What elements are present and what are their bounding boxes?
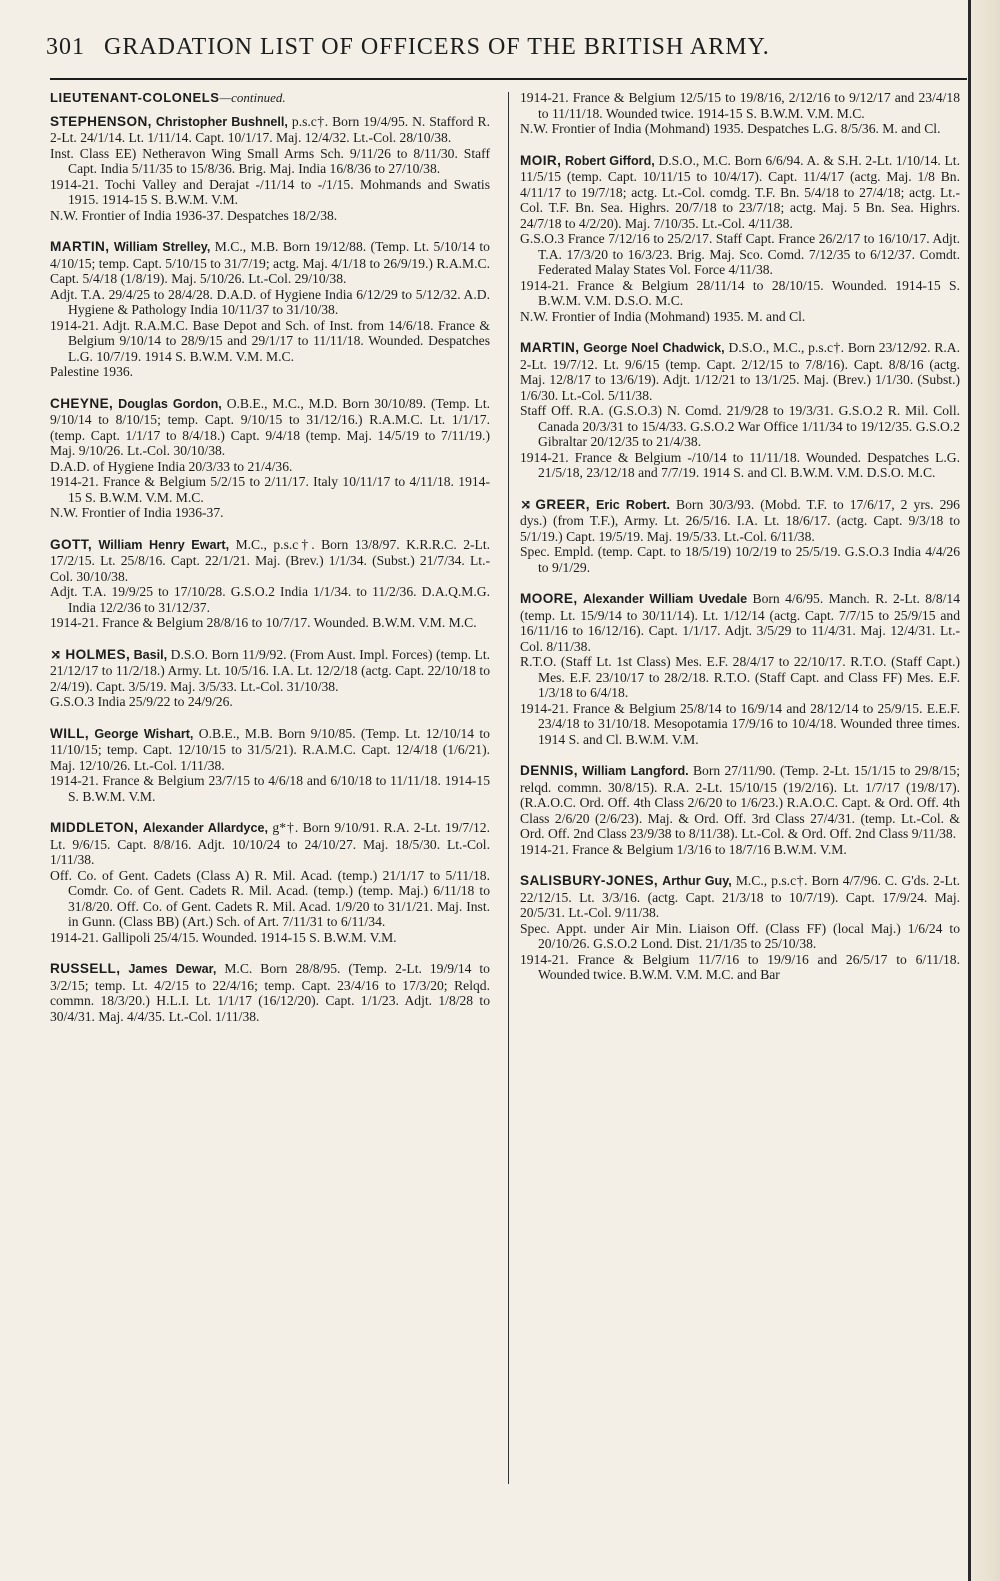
officer-entry bbox=[520, 873, 960, 983]
left-column bbox=[50, 90, 490, 1040]
section-title bbox=[50, 90, 490, 106]
officer-given-names: Eric Robert. bbox=[595, 497, 670, 512]
service-detail: 1914-21. France & Belgium 1/3/16 to 18/7/16 B.W.M. V.M. bbox=[520, 841, 847, 857]
officer-given-names: William Langford. bbox=[582, 764, 689, 778]
service-record: O.B.E., M.C., M.D. Born 30/10/89. (Temp. Lt. 9/10/14 to 8/10/15; temp. Capt. 9/10/15 to 31/12/16.) R.A.M.C. Lt. 1/1/17. (temp. Capt. 1/1/17 to 8/4/18.) Capt. 9/4/18 (temp. Maj. 14/5/19 to 7/11/19.) Maj. 9/10/26. Lt.-Col. 30/10/38. bbox=[50, 395, 490, 458]
service-record: Born 27/11/90. (Temp. 2-Lt. 15/1/15 to 29/8/15; relqd. commn. 30/8/15). R.A. 2-Lt. 15/10/15 (19/2/16). Lt. 1/7/17 (19/8/17). (R.A.O.C. Ord. Off. 4th Class 2/6/20 to 1/6/23.) R.A.O.C. Capt. & Ord. Off. 4th Class 2/6/20 (2/6/23). Maj. & Ord. Off. 3rd Class 27/4/31. (temp. Lt.-Col. & Ord. Off. 2nd Class 23/9/38 to 8/11/38). Lt.-Col. & Ord. Off. 2nd Class 9/11/38. bbox=[520, 763, 960, 841]
service-detail: Inst. Class EE) Netheravon Wing Small Arms Sch. 9/11/26 to 8/11/30. Staff Capt. India 5/11/35 to 15/8/36. Brig. Maj. India 16/8/36 to 27/10/38. bbox=[50, 145, 490, 176]
officer-entry bbox=[50, 820, 490, 945]
service-detail: 1914-21. France & Belgium 28/11/14 to 28/10/15. Wounded. 1914-15 S. B.W.M. V.M. D.S.O. M.C. bbox=[520, 277, 960, 308]
service-detail: 1914-21. France & Belgium -/10/14 to 11/11/18. Wounded. Despatches L.G. 21/5/18, 23/12/18 and 7/7/19. 1914 S. and Cl. B.W.M. V.M. D.S.O. M.C. bbox=[520, 449, 960, 480]
officer-surname: MIDDLETON, bbox=[50, 820, 139, 835]
service-record: Born 30/3/93. (Mobd. T.F. to 17/6/17, 2 yrs. 296 dys.) (from T.F.), Army. Lt. 26/5/16. I.A. Lt. 18/6/17. (actg. Capt. 9/3/18 to 5/1/19.) Capt. 19/5/19. Maj. 19/5/33. Lt.-Col. 6/11/38. bbox=[520, 496, 960, 544]
entry-heading bbox=[50, 647, 490, 695]
officer-entry bbox=[520, 497, 960, 576]
service-record: D.S.O. Born 11/9/92. (From Aust. Impl. Forces) (temp. Lt. 21/12/17 to 11/2/18.) Army. Lt. 10/5/16. I.A. Lt. 12/2/18 (actg. Capt. 22/10/18 to 2/4/19). Capt. 3/5/19. Maj. 3/5/33. Lt.-Col. 31/10/38. bbox=[50, 646, 490, 694]
officer-surname: GREER, bbox=[535, 496, 590, 512]
service-detail: 1914-21. Adjt. R.A.M.C. Base Depot and Sch. of Inst. from 14/6/18. France & Belgium 9/10/14 to 28/9/15 and 29/1/17 to 11/11/18. Wounded. Despatches L.G. 10/7/19. 1914 S. B.W.M. V.M. M.C. bbox=[50, 317, 490, 364]
service-detail: Staff Off. R.A. (G.S.O.3) N. Comd. 21/9/28 to 19/3/31. G.S.O.2 R. Mil. Coll. Canada 20/3/31 to 15/4/33. G.S.O.2 War Office 1/11/34 to 19/12/35. G.S.O.2 Gibraltar 20/12/35 to 21/4/38. bbox=[520, 403, 960, 449]
service-detail: G.S.O.3 France 7/12/16 to 25/2/17. Staff Capt. France 26/2/17 to 16/10/17. Adjt. T.A. 17/3/20 to 16/3/23. Brig. Maj. Sco. Comd. 7/12/35 to 6/12/37. Comdt. Federated Malay States Vol. Force 4/11/38. bbox=[520, 231, 960, 277]
service-record: D.S.O., M.C., p.s.c†. Born 23/12/92. R.A. 2-Lt. 19/7/12. Lt. 9/6/15 (temp. Capt. 2/12/15 to 7/8/16). Capt. 8/8/16 (actg. Maj. 12/8/17 to 13/6/19). Adjt. 1/12/21 to 13/1/25. Maj. (Brev.) 1/1/30. (Subst.) 1/6/30. Lt.-Col. 5/11/38. bbox=[520, 340, 961, 403]
service-detail: 1914-21. Gallipoli 25/4/15. Wounded. 1914-15 S. B.W.M. V.M. bbox=[50, 929, 397, 945]
crossed-swords-icon: ⤨ bbox=[50, 646, 62, 662]
officer-given-names: Alexander William Uvedale bbox=[582, 592, 748, 606]
officer-given-names: Arthur Guy, bbox=[662, 874, 732, 888]
service-detail: G.S.O.3 India 25/9/22 to 24/9/26. bbox=[50, 694, 233, 709]
entry-heading bbox=[50, 961, 490, 1024]
service-record: Born 4/6/95. Manch. R. 2-Lt. 8/8/14 (temp. Lt. 15/9/14 to 30/11/14). Lt. 1/12/14 (actg. Capt. 7/7/15 to 25/9/15 and 16/11/16 to 16/12/16). Capt. 1/1/17. Adjt. 3/5/29 to 11/4/31. Maj. 12/4/31. Lt.-Col. 8/11/38. bbox=[520, 591, 960, 654]
officer-entry bbox=[520, 340, 960, 481]
service-detail: 1914-21. Tochi Valley and Derajat -/11/14 to -/1/15. Mohmands and Swatis 1915. 1914-15 S. B.W.M. V.M. bbox=[50, 176, 490, 207]
service-detail: N.W. Frontier of India (Mohmand) 1935. M. and Cl. bbox=[520, 308, 806, 324]
officer-surname: GOTT, bbox=[50, 536, 93, 552]
officer-given-names: William Strelley, bbox=[113, 240, 211, 254]
service-detail: N.W. Frontier of India 1936-37. bbox=[50, 505, 224, 520]
service-detail: N.W. Frontier of India 1936-37. Despatches 18/2/38. bbox=[50, 207, 338, 223]
officer-given-names: William Henry Ewart, bbox=[98, 537, 230, 552]
page-title: GRADATION LIST OF OFFICERS OF THE BRITISH ARMY. bbox=[104, 34, 770, 60]
officer-given-names: Christopher Bushnell, bbox=[155, 114, 288, 129]
column-divider bbox=[508, 92, 509, 1484]
entry-heading bbox=[50, 537, 490, 585]
officer-given-names: Robert Gifford, bbox=[564, 153, 655, 168]
service-detail: 1914-21. France & Belgium 28/8/16 to 10/7/17. Wounded. B.W.M. V.M. M.C. bbox=[50, 615, 477, 630]
officer-surname: SALISBURY-JONES, bbox=[520, 873, 659, 888]
service-detail: Adjt. T.A. 19/9/25 to 17/10/28. G.S.O.2 India 1/1/34. to 11/2/36. D.A.Q.M.G. India 12/2/36 to 31/12/37. bbox=[50, 584, 490, 615]
service-detail: Adjt. T.A. 29/4/25 to 28/4/28. D.A.D. of Hygiene India 6/12/29 to 5/12/32. A.D. Hygiene & Pathology India 10/11/37 to 31/10/38. bbox=[50, 286, 490, 317]
officer-entry bbox=[520, 591, 960, 747]
section-continued: —continued. bbox=[219, 90, 286, 105]
officer-surname: MARTIN, bbox=[520, 340, 580, 355]
service-detail: R.T.O. (Staff Lt. 1st Class) Mes. E.F. 28/4/17 to 22/10/17. R.T.O. (Staff Capt.) Mes. E.F. 23/10/17 to 28/2/18. R.T.O. (Staff Capt. and Class FF) Mes. E.F. 1/3/18 to 6/4/18. bbox=[520, 654, 960, 700]
service-detail: Spec. Empld. (temp. Capt. to 18/5/19) 10/2/19 to 25/5/19. G.S.O.3 India 4/4/26 to 9/1/29. bbox=[520, 544, 960, 575]
officer-surname: STEPHENSON, bbox=[50, 113, 152, 129]
service-detail: D.A.D. of Hygiene India 20/3/33 to 21/4/36. bbox=[50, 458, 293, 474]
service-detail: N.W. Frontier of India (Mohmand) 1935. Despatches L.G. 8/5/36. M. and Cl. bbox=[520, 121, 941, 136]
service-record: g*†. Born 9/10/91. R.A. 2-Lt. 19/7/12. Lt. 9/6/15. Capt. 8/8/16. Adjt. 10/10/24 to 24/10/27. Maj. 18/5/30. Lt.-Col. 1/11/38. bbox=[50, 820, 490, 867]
officer-entry bbox=[50, 239, 490, 380]
entry-heading bbox=[520, 497, 960, 545]
page-header bbox=[46, 34, 966, 61]
officer-entry bbox=[50, 396, 490, 521]
officer-surname: MOIR, bbox=[520, 152, 562, 168]
entry-heading bbox=[520, 340, 960, 403]
crossed-swords-icon: ⤨ bbox=[520, 496, 532, 512]
officer-given-names: Douglas Gordon, bbox=[118, 396, 222, 411]
entry-heading bbox=[520, 763, 960, 842]
officer-entry bbox=[50, 961, 490, 1024]
officer-surname: RUSSELL, bbox=[50, 961, 121, 976]
service-record: O.B.E., M.B. Born 9/10/85. (Temp. Lt. 12/10/14 to 11/10/15; temp. Capt. 12/10/15 to 31/5/21). R.A.M.C. Capt. 12/4/18 (1/6/21). Maj. 12/10/26. Lt.-Col. 1/11/38. bbox=[50, 725, 490, 773]
entry-heading bbox=[520, 153, 960, 232]
service-record: p.s.c†. Born 19/4/95. N. Stafford R. 2-Lt. 24/1/14. Lt. 1/11/14. Capt. 10/1/17. Maj. 12/4/32. Lt.-Col. 28/10/38. bbox=[50, 113, 491, 145]
officer-surname: HOLMES, bbox=[65, 646, 131, 662]
entry-heading bbox=[50, 820, 490, 868]
officer-given-names: George Noel Chadwick, bbox=[583, 341, 725, 355]
service-detail: Spec. Appt. under Air Min. Liaison Off. (Class FF) (local Maj.) 1/6/24 to 20/10/26. G.S.O.2 Lond. Dist. 21/1/35 to 25/10/38. bbox=[520, 920, 960, 951]
service-detail: Palestine 1936. bbox=[50, 364, 134, 379]
entry-heading bbox=[50, 239, 490, 287]
officer-entry bbox=[520, 90, 960, 137]
right-column bbox=[520, 90, 960, 999]
service-detail: 1914-21. France & Belgium 25/8/14 to 16/9/14 and 28/12/14 to 25/9/15. E.E.F. 23/4/18 to 31/10/18. Mesopotamia 17/9/16 to 10/4/18. Wounded three times. 1914 S. and Cl. B.W.M. V.M. bbox=[520, 700, 960, 747]
officer-entry bbox=[50, 537, 490, 631]
officer-surname: MARTIN, bbox=[50, 239, 110, 254]
officer-entry bbox=[50, 726, 490, 805]
section-title-text: LIEUTENANT-COLONELS bbox=[50, 90, 220, 105]
officer-given-names: Alexander Allardyce, bbox=[142, 821, 268, 835]
entry-heading bbox=[520, 873, 960, 921]
service-record: M.C., M.B. Born 19/12/88. (Temp. Lt. 5/10/14 to 4/10/15; temp. Capt. 5/10/15 to 31/7/19; actg. Maj. 4/1/18 to 26/9/19.) R.A.M.C. Capt. 5/4/18 (1/8/19). Maj. 5/10/26. Lt.-Col. 29/10/38. bbox=[50, 239, 490, 286]
officer-entry bbox=[520, 153, 960, 325]
entry-heading bbox=[520, 591, 960, 654]
officer-given-names: George Wishart, bbox=[94, 726, 194, 741]
officer-entry bbox=[50, 647, 490, 710]
officer-surname: MOORE, bbox=[520, 591, 578, 606]
officer-entry bbox=[520, 763, 960, 857]
officer-given-names: Basil, bbox=[133, 647, 168, 662]
entry-heading bbox=[50, 396, 490, 459]
officer-surname: WILL, bbox=[50, 725, 89, 741]
service-detail: 1914-21. France & Belgium 12/5/15 to 19/8/16, 2/12/16 to 9/12/17 and 23/4/18 to 11/11/18. Wounded twice. 1914-15 S. B.W.M. V.M. M.C. bbox=[520, 90, 960, 121]
header-rule bbox=[50, 78, 967, 80]
entry-heading bbox=[50, 726, 490, 774]
entry-heading bbox=[50, 114, 490, 146]
adjacent-page-edge bbox=[968, 0, 1000, 1581]
service-record: D.S.O., M.C. Born 6/6/94. A. & S.H. 2-Lt. 1/10/14. Lt. 11/5/15 (temp. Capt. 10/11/15 to 10/4/17). Capt. 11/4/17 (actg. Maj. 1/8 Bn. 4/11/17 to 19/7/18; actg. Lt.-Col. comdg. T.F. Bn. 5/4/18 to 27/4/18; actg. Lt.-Col. T.F. Bn. Sea. Highrs. 20/7/18 to 23/7/18; actg. Maj. 5 Bn. Sea. Highrs. 24/7/18 to 4/2/20). Maj. 7/10/35. Lt.-Col. 4/11/38. bbox=[520, 152, 960, 231]
officer-entry bbox=[50, 114, 490, 224]
service-detail: 1914-21. France & Belgium 5/2/15 to 2/11/17. Italy 10/11/17 to 4/11/18. 1914-15 S. B.W.M. V.M. M.C. bbox=[50, 474, 490, 505]
service-detail: 1914-21. France & Belgium 23/7/15 to 4/6/18 and 6/10/18 to 11/11/18. 1914-15 S. B.W.M. V.M. bbox=[50, 773, 490, 804]
page-number: 301 bbox=[46, 34, 85, 60]
officer-surname: CHEYNE, bbox=[50, 395, 114, 411]
service-detail: 1914-21. France & Belgium 11/7/16 to 19/9/16 and 26/5/17 to 6/11/18. Wounded twice. B.W.M. V.M. M.C. and Bar bbox=[520, 951, 960, 982]
officer-given-names: James Dewar, bbox=[128, 962, 217, 976]
service-record: M.C. Born 28/8/95. (Temp. 2-Lt. 19/9/14 to 3/2/15; temp. Lt. 4/2/15 to 22/4/16; temp. Capt. 23/4/16 to 17/3/20; Relqd. commn. 18/3/20.) H.L.I. Lt. 1/1/17 (16/12/20). Capt. 1/1/23. Adjt. 1/8/28 to 30/4/31. Maj. 4/4/35. Lt.-Col. 1/11/38. bbox=[50, 961, 490, 1024]
service-record: M.C., p.s.c†. Born 4/7/96. C. G'ds. 2-Lt. 22/12/15. Lt. 3/3/16. (actg. Capt. 21/3/18 to 10/7/19). Capt. 17/9/24. Maj. 20/5/31. Lt.-Col. 9/11/38. bbox=[520, 873, 960, 920]
service-detail: Off. Co. of Gent. Cadets (Class A) R. Mil. Acad. (temp.) 21/1/17 to 5/11/18. Comdr. Co. of Gent. Cadets R. Mil. Acad. (temp.) (temp. Maj.) 6/11/18 to 31/8/20. Off. Co. of Gent. Cadets R. Mil. Acad. 1/9/20 to 31/1/21. Maj. Inst. in Gunn. (Class BB) (Art.) Sch. of Art. 7/11/31 to 6/11/34. bbox=[50, 867, 490, 929]
service-record: M.C., p.s.c†. Born 13/8/97. K.R.R.C. 2-Lt. 17/2/15. Lt. 25/8/16. Capt. 22/1/21. Maj. (Brev.) 1/1/34. (Subst.) 21/7/34. Lt.-Col. 30/10/38. bbox=[50, 536, 490, 584]
officer-surname: DENNIS, bbox=[520, 763, 578, 778]
